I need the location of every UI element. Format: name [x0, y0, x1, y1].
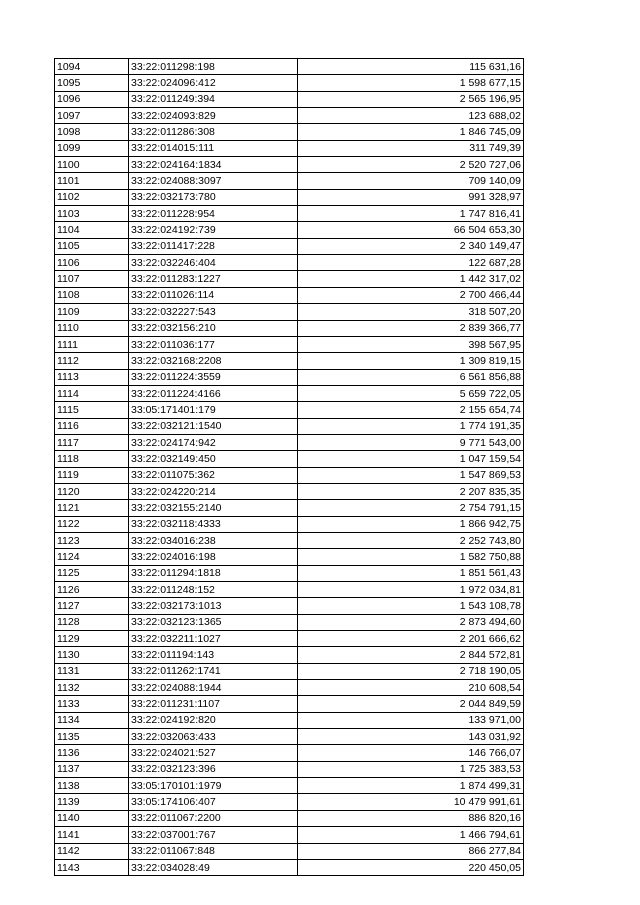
- cadastral-value-cell: 1 309 819,15: [298, 353, 524, 369]
- cadastral-number-cell: 33:22:011224:3559: [129, 369, 298, 385]
- table-row: [55, 761, 524, 777]
- row-number-cell: 1112: [55, 353, 129, 369]
- row-number-cell: 1120: [55, 483, 129, 499]
- cadastral-number-cell: 33:22:032155:2140: [129, 500, 298, 516]
- table-body: [55, 59, 524, 876]
- table-row: [55, 75, 524, 91]
- cadastral-number-cell: 33:22:024016:198: [129, 549, 298, 565]
- row-number-cell: 1138: [55, 778, 129, 794]
- table-row: [55, 238, 524, 254]
- row-number-cell: 1126: [55, 582, 129, 598]
- table-row: [55, 418, 524, 434]
- table-row: [55, 173, 524, 189]
- table-row: [55, 353, 524, 369]
- cadastral-number-cell: 33:22:011075:362: [129, 467, 298, 483]
- row-number-cell: 1118: [55, 451, 129, 467]
- row-number-cell: 1141: [55, 827, 129, 843]
- table-row: [55, 729, 524, 745]
- cadastral-number-cell: 33:22:011228:954: [129, 206, 298, 222]
- cadastral-number-cell: 33:22:011417:228: [129, 238, 298, 254]
- cadastral-value-cell: 2 155 654,74: [298, 402, 524, 418]
- table-row: [55, 696, 524, 712]
- row-number-cell: 1117: [55, 434, 129, 450]
- row-number-cell: 1134: [55, 712, 129, 728]
- cadastral-number-cell: 33:22:011026:114: [129, 287, 298, 303]
- cadastral-value-cell: 1 851 561,43: [298, 565, 524, 581]
- cadastral-number-cell: 33:22:011067:2200: [129, 810, 298, 826]
- cadastral-number-cell: 33:22:024192:820: [129, 712, 298, 728]
- cadastral-number-cell: 33:22:024096:412: [129, 75, 298, 91]
- cadastral-value-cell: 123 688,02: [298, 108, 524, 124]
- cadastral-number-cell: 33:22:011294:1818: [129, 565, 298, 581]
- row-number-cell: 1129: [55, 631, 129, 647]
- table-row: [55, 304, 524, 320]
- cadastral-value-cell: 9 771 543,00: [298, 434, 524, 450]
- table-row: [55, 712, 524, 728]
- cadastral-value-cell: 1 774 191,35: [298, 418, 524, 434]
- cadastral-value-cell: 143 031,92: [298, 729, 524, 745]
- cadastral-number-cell: 33:22:024021:527: [129, 745, 298, 761]
- cadastral-number-cell: 33:22:011262:1741: [129, 663, 298, 679]
- table-row: [55, 255, 524, 271]
- table-row: [55, 483, 524, 499]
- cadastral-number-cell: 33:22:032173:1013: [129, 598, 298, 614]
- row-number-cell: 1137: [55, 761, 129, 777]
- table-row: [55, 467, 524, 483]
- cadastral-value-cell: 2 520 727,06: [298, 157, 524, 173]
- cadastral-number-cell: 33:22:011036:177: [129, 336, 298, 352]
- table-row: [55, 614, 524, 630]
- table-row: [55, 222, 524, 238]
- cadastral-value-cell: 2 844 572,81: [298, 647, 524, 663]
- row-number-cell: 1097: [55, 108, 129, 124]
- row-number-cell: 1107: [55, 271, 129, 287]
- table-row: [55, 647, 524, 663]
- row-number-cell: 1132: [55, 680, 129, 696]
- table-row: [55, 631, 524, 647]
- row-number-cell: 1106: [55, 255, 129, 271]
- cadastral-number-cell: 33:05:170101:1979: [129, 778, 298, 794]
- table-row: [55, 385, 524, 401]
- table-row: [55, 402, 524, 418]
- table-row: [55, 336, 524, 352]
- cadastral-value-cell: 2 718 190,05: [298, 663, 524, 679]
- cadastral-value-cell: 709 140,09: [298, 173, 524, 189]
- cadastral-value-cell: 991 328,97: [298, 189, 524, 205]
- cadastral-number-cell: 33:22:011298:198: [129, 59, 298, 75]
- cadastral-value-cell: 2 754 791,15: [298, 500, 524, 516]
- cadastral-value-cell: 1 598 677,15: [298, 75, 524, 91]
- cadastral-number-cell: 33:22:024192:739: [129, 222, 298, 238]
- cadastral-value-cell: 398 567,95: [298, 336, 524, 352]
- row-number-cell: 1136: [55, 745, 129, 761]
- row-number-cell: 1105: [55, 238, 129, 254]
- cadastral-value-cell: 2 207 835,35: [298, 483, 524, 499]
- cadastral-value-cell: 2 201 666,62: [298, 631, 524, 647]
- row-number-cell: 1100: [55, 157, 129, 173]
- table-row: [55, 434, 524, 450]
- cadastral-number-cell: 33:22:011231:1107: [129, 696, 298, 712]
- table-row: [55, 369, 524, 385]
- cadastral-value-cell: 2 700 466,44: [298, 287, 524, 303]
- cadastral-number-cell: 33:22:011224:4166: [129, 385, 298, 401]
- cadastral-number-cell: 33:22:011283:1227: [129, 271, 298, 287]
- row-number-cell: 1094: [55, 59, 129, 75]
- cadastral-value-cell: 2 044 849,59: [298, 696, 524, 712]
- cadastral-value-cell: 133 971,00: [298, 712, 524, 728]
- table-row: [55, 124, 524, 140]
- cadastral-number-cell: 33:22:011286:308: [129, 124, 298, 140]
- row-number-cell: 1124: [55, 549, 129, 565]
- cadastral-value-cell: 1 442 317,02: [298, 271, 524, 287]
- table-row: [55, 189, 524, 205]
- row-number-cell: 1099: [55, 140, 129, 156]
- row-number-cell: 1143: [55, 859, 129, 875]
- cadastral-number-cell: 33:22:032173:780: [129, 189, 298, 205]
- cadastral-value-cell: 318 507,20: [298, 304, 524, 320]
- table-row: [55, 500, 524, 516]
- cadastral-number-cell: 33:22:032156:210: [129, 320, 298, 336]
- cadastral-value-cell: 5 659 722,05: [298, 385, 524, 401]
- cadastral-number-cell: 33:05:174106:407: [129, 794, 298, 810]
- row-number-cell: 1098: [55, 124, 129, 140]
- cadastral-number-cell: 33:22:024088:1944: [129, 680, 298, 696]
- table-row: [55, 320, 524, 336]
- row-number-cell: 1114: [55, 385, 129, 401]
- row-number-cell: 1103: [55, 206, 129, 222]
- cadastral-number-cell: 33:22:024164:1834: [129, 157, 298, 173]
- cadastral-number-cell: 33:05:171401:179: [129, 402, 298, 418]
- row-number-cell: 1101: [55, 173, 129, 189]
- cadastral-value-cell: 1 874 499,31: [298, 778, 524, 794]
- table-row: [55, 859, 524, 875]
- cadastral-number-cell: 33:22:037001:767: [129, 827, 298, 843]
- row-number-cell: 1142: [55, 843, 129, 859]
- cadastral-number-cell: 33:22:032118:4333: [129, 516, 298, 532]
- table-row: [55, 140, 524, 156]
- row-number-cell: 1122: [55, 516, 129, 532]
- table-row: [55, 271, 524, 287]
- row-number-cell: 1128: [55, 614, 129, 630]
- table-row: [55, 598, 524, 614]
- cadastral-value-cell: 1 047 159,54: [298, 451, 524, 467]
- table-row: [55, 451, 524, 467]
- row-number-cell: 1139: [55, 794, 129, 810]
- cadastral-value-cell: 2 340 149,47: [298, 238, 524, 254]
- table-row: [55, 532, 524, 548]
- cadastral-number-cell: 33:22:032227:543: [129, 304, 298, 320]
- cadastral-value-cell: 210 608,54: [298, 680, 524, 696]
- cadastral-number-cell: 33:22:032246:404: [129, 255, 298, 271]
- row-number-cell: 1109: [55, 304, 129, 320]
- table-row: [55, 549, 524, 565]
- cadastral-value-cell: 1 747 816,41: [298, 206, 524, 222]
- row-number-cell: 1108: [55, 287, 129, 303]
- cadastral-value-cell: 866 277,84: [298, 843, 524, 859]
- cadastral-value-cell: 146 766,07: [298, 745, 524, 761]
- cadastral-value-cell: 1 543 108,78: [298, 598, 524, 614]
- cadastral-number-cell: 33:22:032123:396: [129, 761, 298, 777]
- cadastral-number-cell: 33:22:034016:238: [129, 532, 298, 548]
- cadastral-number-cell: 33:22:011248:152: [129, 582, 298, 598]
- row-number-cell: 1111: [55, 336, 129, 352]
- cadastral-value-cell: 1 972 034,81: [298, 582, 524, 598]
- table-row: [55, 810, 524, 826]
- cadastral-value-cell: 10 479 991,61: [298, 794, 524, 810]
- cadastral-value-cell: 6 561 856,88: [298, 369, 524, 385]
- cadastral-number-cell: 33:22:032211:1027: [129, 631, 298, 647]
- cadastral-number-cell: 33:22:032121:1540: [129, 418, 298, 434]
- row-number-cell: 1115: [55, 402, 129, 418]
- row-number-cell: 1140: [55, 810, 129, 826]
- cadastral-number-cell: 33:22:024088:3097: [129, 173, 298, 189]
- cadastral-number-cell: 33:22:032149:450: [129, 451, 298, 467]
- cadastral-number-cell: 33:22:024174:942: [129, 434, 298, 450]
- table-row: [55, 108, 524, 124]
- cadastral-value-cell: 2 839 366,77: [298, 320, 524, 336]
- document-page: [54, 58, 523, 876]
- row-number-cell: 1131: [55, 663, 129, 679]
- cadastral-number-cell: 33:22:034028:49: [129, 859, 298, 875]
- row-number-cell: 1121: [55, 500, 129, 516]
- table-row: [55, 745, 524, 761]
- row-number-cell: 1127: [55, 598, 129, 614]
- cadastral-value-table: [54, 58, 524, 876]
- cadastral-value-cell: 1 582 750,88: [298, 549, 524, 565]
- row-number-cell: 1123: [55, 532, 129, 548]
- cadastral-value-cell: 1 547 869,53: [298, 467, 524, 483]
- cadastral-number-cell: 33:22:011249:394: [129, 91, 298, 107]
- cadastral-value-cell: 1 866 942,75: [298, 516, 524, 532]
- cadastral-value-cell: 886 820,16: [298, 810, 524, 826]
- cadastral-value-cell: 311 749,39: [298, 140, 524, 156]
- row-number-cell: 1096: [55, 91, 129, 107]
- table-row: [55, 59, 524, 75]
- table-row: [55, 843, 524, 859]
- row-number-cell: 1095: [55, 75, 129, 91]
- table-row: [55, 91, 524, 107]
- row-number-cell: 1133: [55, 696, 129, 712]
- table-row: [55, 287, 524, 303]
- row-number-cell: 1119: [55, 467, 129, 483]
- row-number-cell: 1130: [55, 647, 129, 663]
- table-row: [55, 516, 524, 532]
- row-number-cell: 1125: [55, 565, 129, 581]
- cadastral-number-cell: 33:22:032123:1365: [129, 614, 298, 630]
- table-row: [55, 680, 524, 696]
- row-number-cell: 1116: [55, 418, 129, 434]
- cadastral-number-cell: 33:22:032168:2208: [129, 353, 298, 369]
- cadastral-value-cell: 2 252 743,80: [298, 532, 524, 548]
- cadastral-number-cell: 33:22:024093:829: [129, 108, 298, 124]
- cadastral-number-cell: 33:22:011194:143: [129, 647, 298, 663]
- table-row: [55, 157, 524, 173]
- cadastral-value-cell: 122 687,28: [298, 255, 524, 271]
- table-row: [55, 582, 524, 598]
- table-row: [55, 565, 524, 581]
- cadastral-value-cell: 1 725 383,53: [298, 761, 524, 777]
- cadastral-value-cell: 115 631,16: [298, 59, 524, 75]
- cadastral-value-cell: 66 504 653,30: [298, 222, 524, 238]
- cadastral-number-cell: 33:22:032063:433: [129, 729, 298, 745]
- row-number-cell: 1102: [55, 189, 129, 205]
- cadastral-value-cell: 220 450,05: [298, 859, 524, 875]
- row-number-cell: 1135: [55, 729, 129, 745]
- row-number-cell: 1110: [55, 320, 129, 336]
- table-row: [55, 663, 524, 679]
- cadastral-value-cell: 1 466 794,61: [298, 827, 524, 843]
- row-number-cell: 1104: [55, 222, 129, 238]
- table-row: [55, 827, 524, 843]
- table-row: [55, 778, 524, 794]
- cadastral-number-cell: 33:22:011067:848: [129, 843, 298, 859]
- table-row: [55, 206, 524, 222]
- row-number-cell: 1113: [55, 369, 129, 385]
- table-row: [55, 794, 524, 810]
- cadastral-number-cell: 33:22:024220:214: [129, 483, 298, 499]
- cadastral-value-cell: 2 565 196,95: [298, 91, 524, 107]
- cadastral-number-cell: 33:22:014015:111: [129, 140, 298, 156]
- cadastral-value-cell: 2 873 494,60: [298, 614, 524, 630]
- cadastral-value-cell: 1 846 745,09: [298, 124, 524, 140]
